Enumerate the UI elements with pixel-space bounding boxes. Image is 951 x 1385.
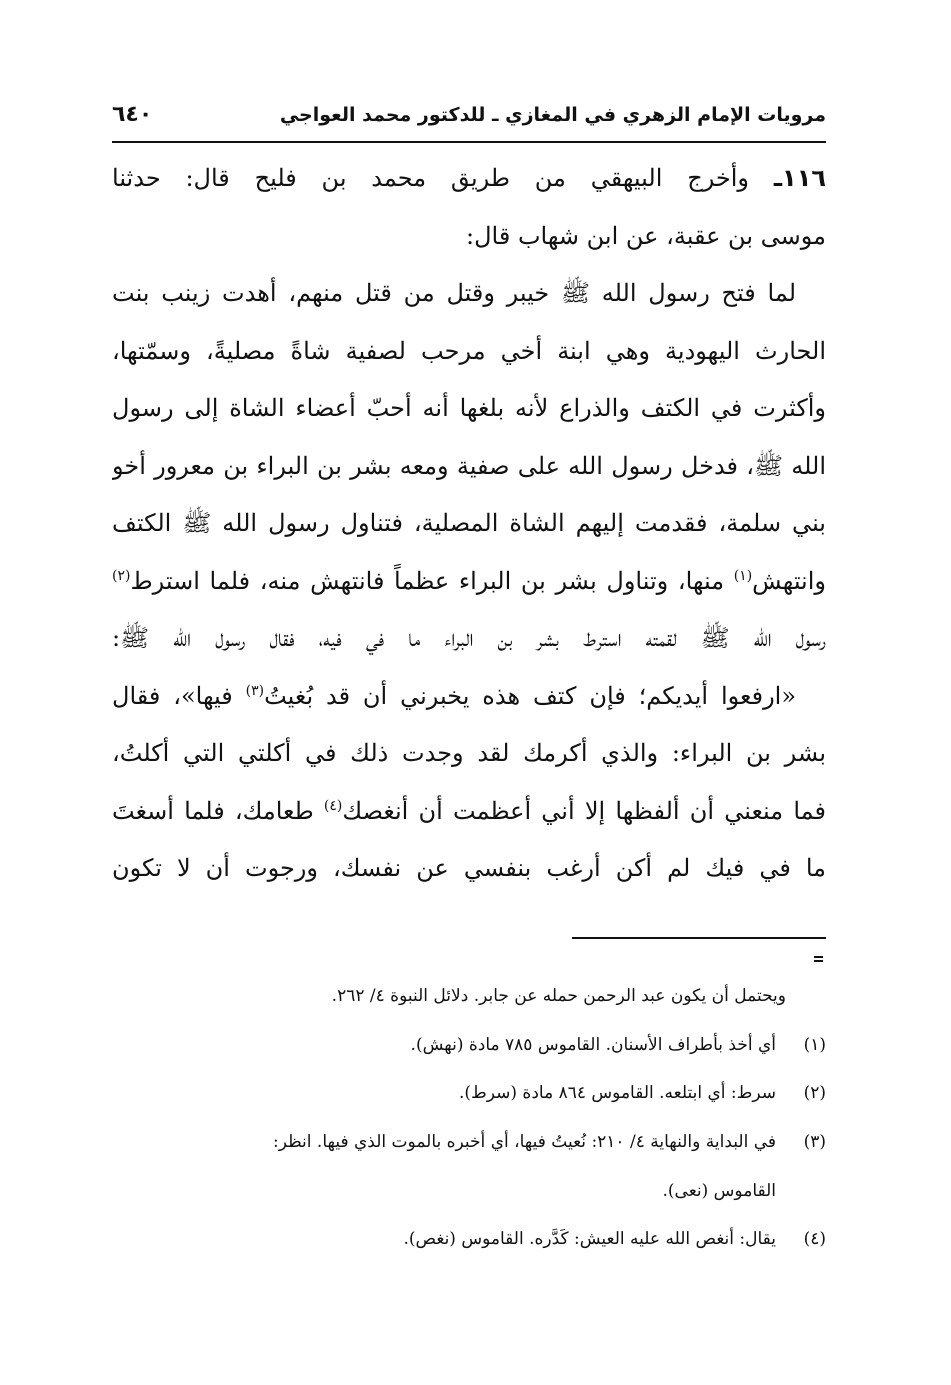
footnote-3 <box>112 1118 826 1167</box>
footnote-separator <box>572 937 826 939</box>
text-line: بشر بن البراء: والذي أكرمك لقد وجدت ذلك في أكلتي التي أكلتُ، <box>112 739 826 767</box>
footnote-text: سرط: أي ابتلعه. القاموس ٨٦٤ مادة (سرط). <box>459 1083 776 1104</box>
page-header <box>112 100 826 138</box>
text-line: وأكثرت في الكتف والذراع لأنه بلغها أنه أحبّ أعضاء الشاة إلى رسول <box>112 394 826 422</box>
page-number: ٦٤٠ <box>112 102 153 127</box>
footnote-ref-4[interactable]: (٤) <box>323 797 343 814</box>
footnote-number: (٣) <box>803 1132 826 1153</box>
footnote-number: (٤) <box>803 1229 826 1250</box>
equals-mark-icon <box>814 956 823 958</box>
footnotes <box>112 972 826 1264</box>
text-line: فما منعني أن ألفظها إلا أني أعظمت أن أنغصك$^{(٤)}$ طعامك، فلما أسغتَ <box>112 796 826 825</box>
text-line: ما في فيك لم أكن أرغب بنفسي عن نفسك، ورجوت أن لا تكون <box>112 854 826 882</box>
footnote-4 <box>112 1215 826 1264</box>
header-rule <box>112 141 826 143</box>
footnote-3-continued: القاموس (نعى). <box>662 1180 776 1201</box>
footnote-ref-3[interactable]: (٣) <box>245 682 265 699</box>
text-line: الحارث اليهودية وهي ابنة أخي مرحب لصفية شاةً مصليةً، وسمّتها، <box>112 336 826 365</box>
text-line: لما فتح رسول الله ﷺ خيبر وقتل من قتل منهم، أهدت زينب بنت <box>112 279 796 307</box>
text-line: ١١٦ـ وأخرج البيهقي من طريق محمد بن فليح قال: حدثنا <box>112 164 826 192</box>
footnote-continuation: ويحتمل أن يكون عبد الرحمن حمله عن جابر. دلائل النبوة ٤/ ٢٦٢. <box>331 986 786 1006</box>
running-title: مرويات الإمام الزهري في المغازي ـ للدكتور محمد العواجي <box>279 104 826 126</box>
footnote-number: (١) <box>803 1034 826 1055</box>
footnote-text: أي أخذ بأطراف الأسنان. القاموس ٧٨٥ مادة (نهش). <box>410 1034 776 1055</box>
footnote-2 <box>112 1069 826 1118</box>
text-line: «ارفعوا أيديكم؛ فإن كتف هذه يخبرني أن قد بُغيتُ$^{(٣)}$ فيها»، فقال <box>112 681 797 710</box>
text-line: الله ﷺ، فدخل رسول الله على صفية ومعه بشر بن البراء بن معرور أخو <box>112 451 826 480</box>
text-line: بني سلمة، فقدمت إليهم الشاة المصلية، فتناول رسول الله ﷺ الكتف <box>112 509 826 537</box>
text-line: موسى بن عقبة، عن ابن شهاب قال: <box>466 221 826 250</box>
footnote-1 <box>112 1021 826 1070</box>
narration-number: ١١٦ـ <box>773 164 826 192</box>
text-line: رسول الله ﷺ لقمته استرط بشر بن البراء ما في فيه، فقال رسول الله ﷺ: <box>112 624 826 652</box>
text-line: وانتهش$^{(١)}$ منها، وتناول بشر بن البراء عظماً فانتهش منه، فلما استرط$^{(٢)}$ <box>112 566 826 595</box>
footnote-ref-2[interactable]: (٢) <box>112 567 131 584</box>
main-text <box>112 150 826 898</box>
footnote-text: في البداية والنهاية ٤/ ٢١٠: نُعيتُ فيها، أي أخبره بالموت الذي فيها. انظر: <box>273 1132 776 1153</box>
footnote-text: يقال: أنغص الله عليه العيش: كَدَّره. القاموس (نغص). <box>403 1229 776 1250</box>
footnote-ref-1[interactable]: (١) <box>733 567 753 584</box>
footnote-number: (٢) <box>803 1083 826 1104</box>
